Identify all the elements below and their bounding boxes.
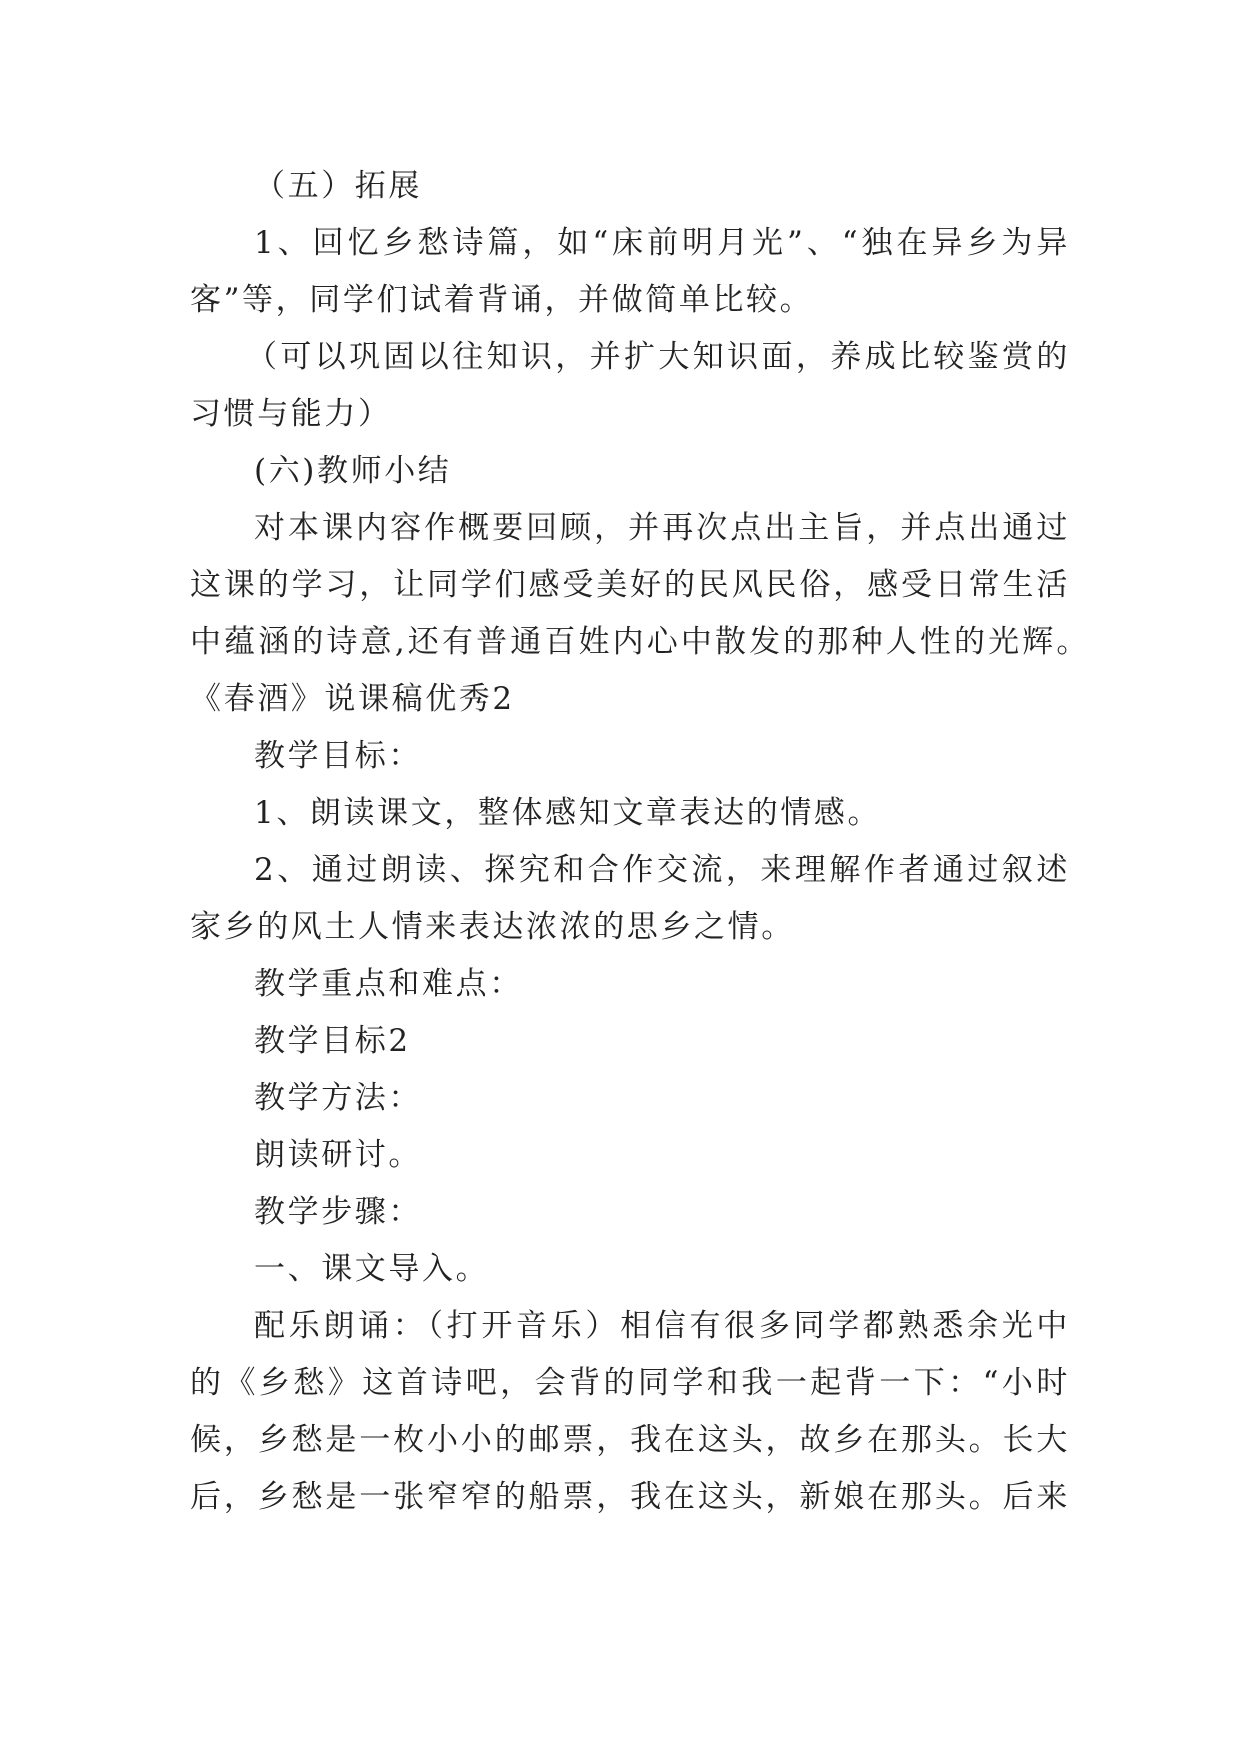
paragraph-line: 候，乡愁是一枚小小的邮票，我在这头，故乡在那头。长大 bbox=[190, 1422, 1070, 1458]
paragraph-line: 朗读研讨。 bbox=[254, 1137, 422, 1173]
list-item: 2、通过朗读、探究和合作交流，来理解作者通过叙述 bbox=[254, 852, 1070, 888]
paragraph-line: 后，乡愁是一张窄窄的船票，我在这头，新娘在那头。后来 bbox=[190, 1479, 1070, 1515]
list-item: 1、朗读课文，整体感知文章表达的情感。 bbox=[254, 795, 882, 831]
heading-teaching-goals: 教学目标： bbox=[254, 738, 422, 774]
paragraph-line: 这课的学习，让同学们感受美好的民风民俗，感受日常生活 bbox=[190, 567, 1070, 603]
paragraph-line: 中蕴涵的诗意,还有普通百姓内心中散发的那种人性的光辉。 bbox=[190, 624, 1090, 660]
paragraph-line: 教学目标2 bbox=[254, 1023, 411, 1059]
paragraph-line: 1、回忆乡愁诗篇，如“床前明月光”、“独在异乡为异 bbox=[254, 225, 1070, 261]
paragraph-line: 的《乡愁》这首诗吧，会背的同学和我一起背一下：“小时 bbox=[190, 1365, 1070, 1401]
paragraph-line: 家乡的风土人情来表达浓浓的思乡之情。 bbox=[190, 909, 795, 945]
paragraph-line: 配乐朗诵：（打开音乐）相信有很多同学都熟悉余光中 bbox=[254, 1308, 1070, 1344]
paragraph-line: （可以巩固以往知识，并扩大知识面，养成比较鉴赏的 bbox=[246, 339, 1070, 375]
heading-teaching-methods: 教学方法： bbox=[254, 1080, 422, 1116]
paragraph-line: 习惯与能力） bbox=[190, 396, 392, 432]
section-heading-expand: （五）拓展 bbox=[254, 168, 422, 204]
document-title: 《春酒》说课稿优秀2 bbox=[190, 681, 515, 717]
section-heading-intro: 一、课文导入。 bbox=[254, 1251, 490, 1287]
heading-teaching-steps: 教学步骤： bbox=[254, 1194, 422, 1230]
paragraph-line: 客”等，同学们试着背诵，并做简单比较。 bbox=[190, 282, 814, 318]
section-heading-summary: (六)教师小结 bbox=[254, 453, 452, 489]
paragraph-line: 对本课内容作概要回顾，并再次点出主旨，并点出通过 bbox=[254, 510, 1070, 546]
heading-key-points: 教学重点和难点： bbox=[254, 966, 523, 1002]
